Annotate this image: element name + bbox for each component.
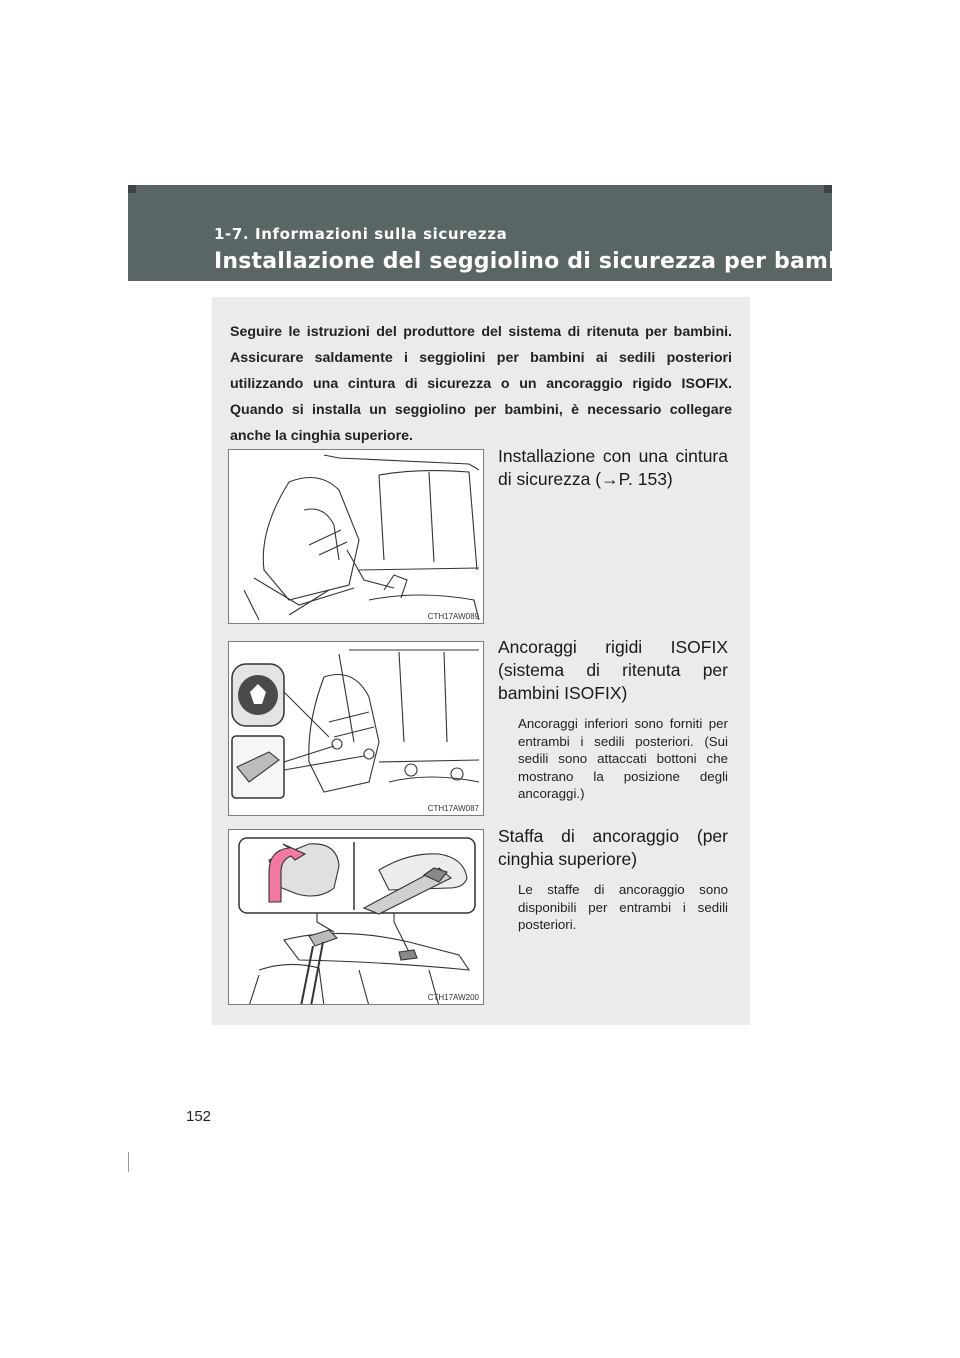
- figure-code: CTH17AW087: [427, 804, 479, 813]
- page-title: Installazione del seggiolino di sicurezza per bambini: [214, 249, 876, 274]
- item-isofix: [498, 636, 728, 803]
- item-title: Ancoraggi rigidi ISOFIX (sistema di ritenuta per bambini ISOFIX): [498, 637, 728, 703]
- figure-seatbelt-installation: [228, 449, 484, 624]
- section-label: 1-7. Informazioni sulla sicurezza: [214, 225, 508, 243]
- intro-paragraph: Seguire le istruzioni del produttore del sistema di ritenuta per bambini. Assicurare saldamente i seggiolini per bambini ai sedili posteriori utilizzando una cintura di sicurezza o un ancoraggio rigido ISOFIX. Quando si installa un seggiolino per bambini, è necessario collegare anche la cinghia superiore.: [230, 324, 732, 444]
- figure-isofix-anchors: [228, 641, 484, 816]
- section-header: [128, 185, 876, 281]
- figure-top-tether-bracket: [228, 829, 484, 1005]
- item-title: Staffa di ancoraggio (per cinghia superiore): [498, 826, 728, 869]
- figure-code: CTH17AW089: [427, 612, 479, 621]
- item-title: Installazione con una cintura di sicurezza (→P. 153): [498, 446, 728, 489]
- item-body: Ancoraggi inferiori sono forniti per entrambi i sedili posteriori. (Sui sedili sono attaccati bottoni che mostrano la posizione degli ancoraggi.): [518, 716, 728, 801]
- header-corner-right: [824, 185, 832, 193]
- figure-code: CTH17AW200: [427, 993, 479, 1002]
- page-number: 152: [186, 1108, 212, 1125]
- item-tether-bracket: [498, 825, 728, 934]
- item-seatbelt: [498, 445, 728, 491]
- header-corner-left: [128, 185, 136, 193]
- item-body: Le staffe di ancoraggio sono disponibili per entrambi i sedili posteriori.: [518, 882, 728, 932]
- margin-guide-line: [128, 1152, 129, 1172]
- content-panel: [212, 297, 750, 1025]
